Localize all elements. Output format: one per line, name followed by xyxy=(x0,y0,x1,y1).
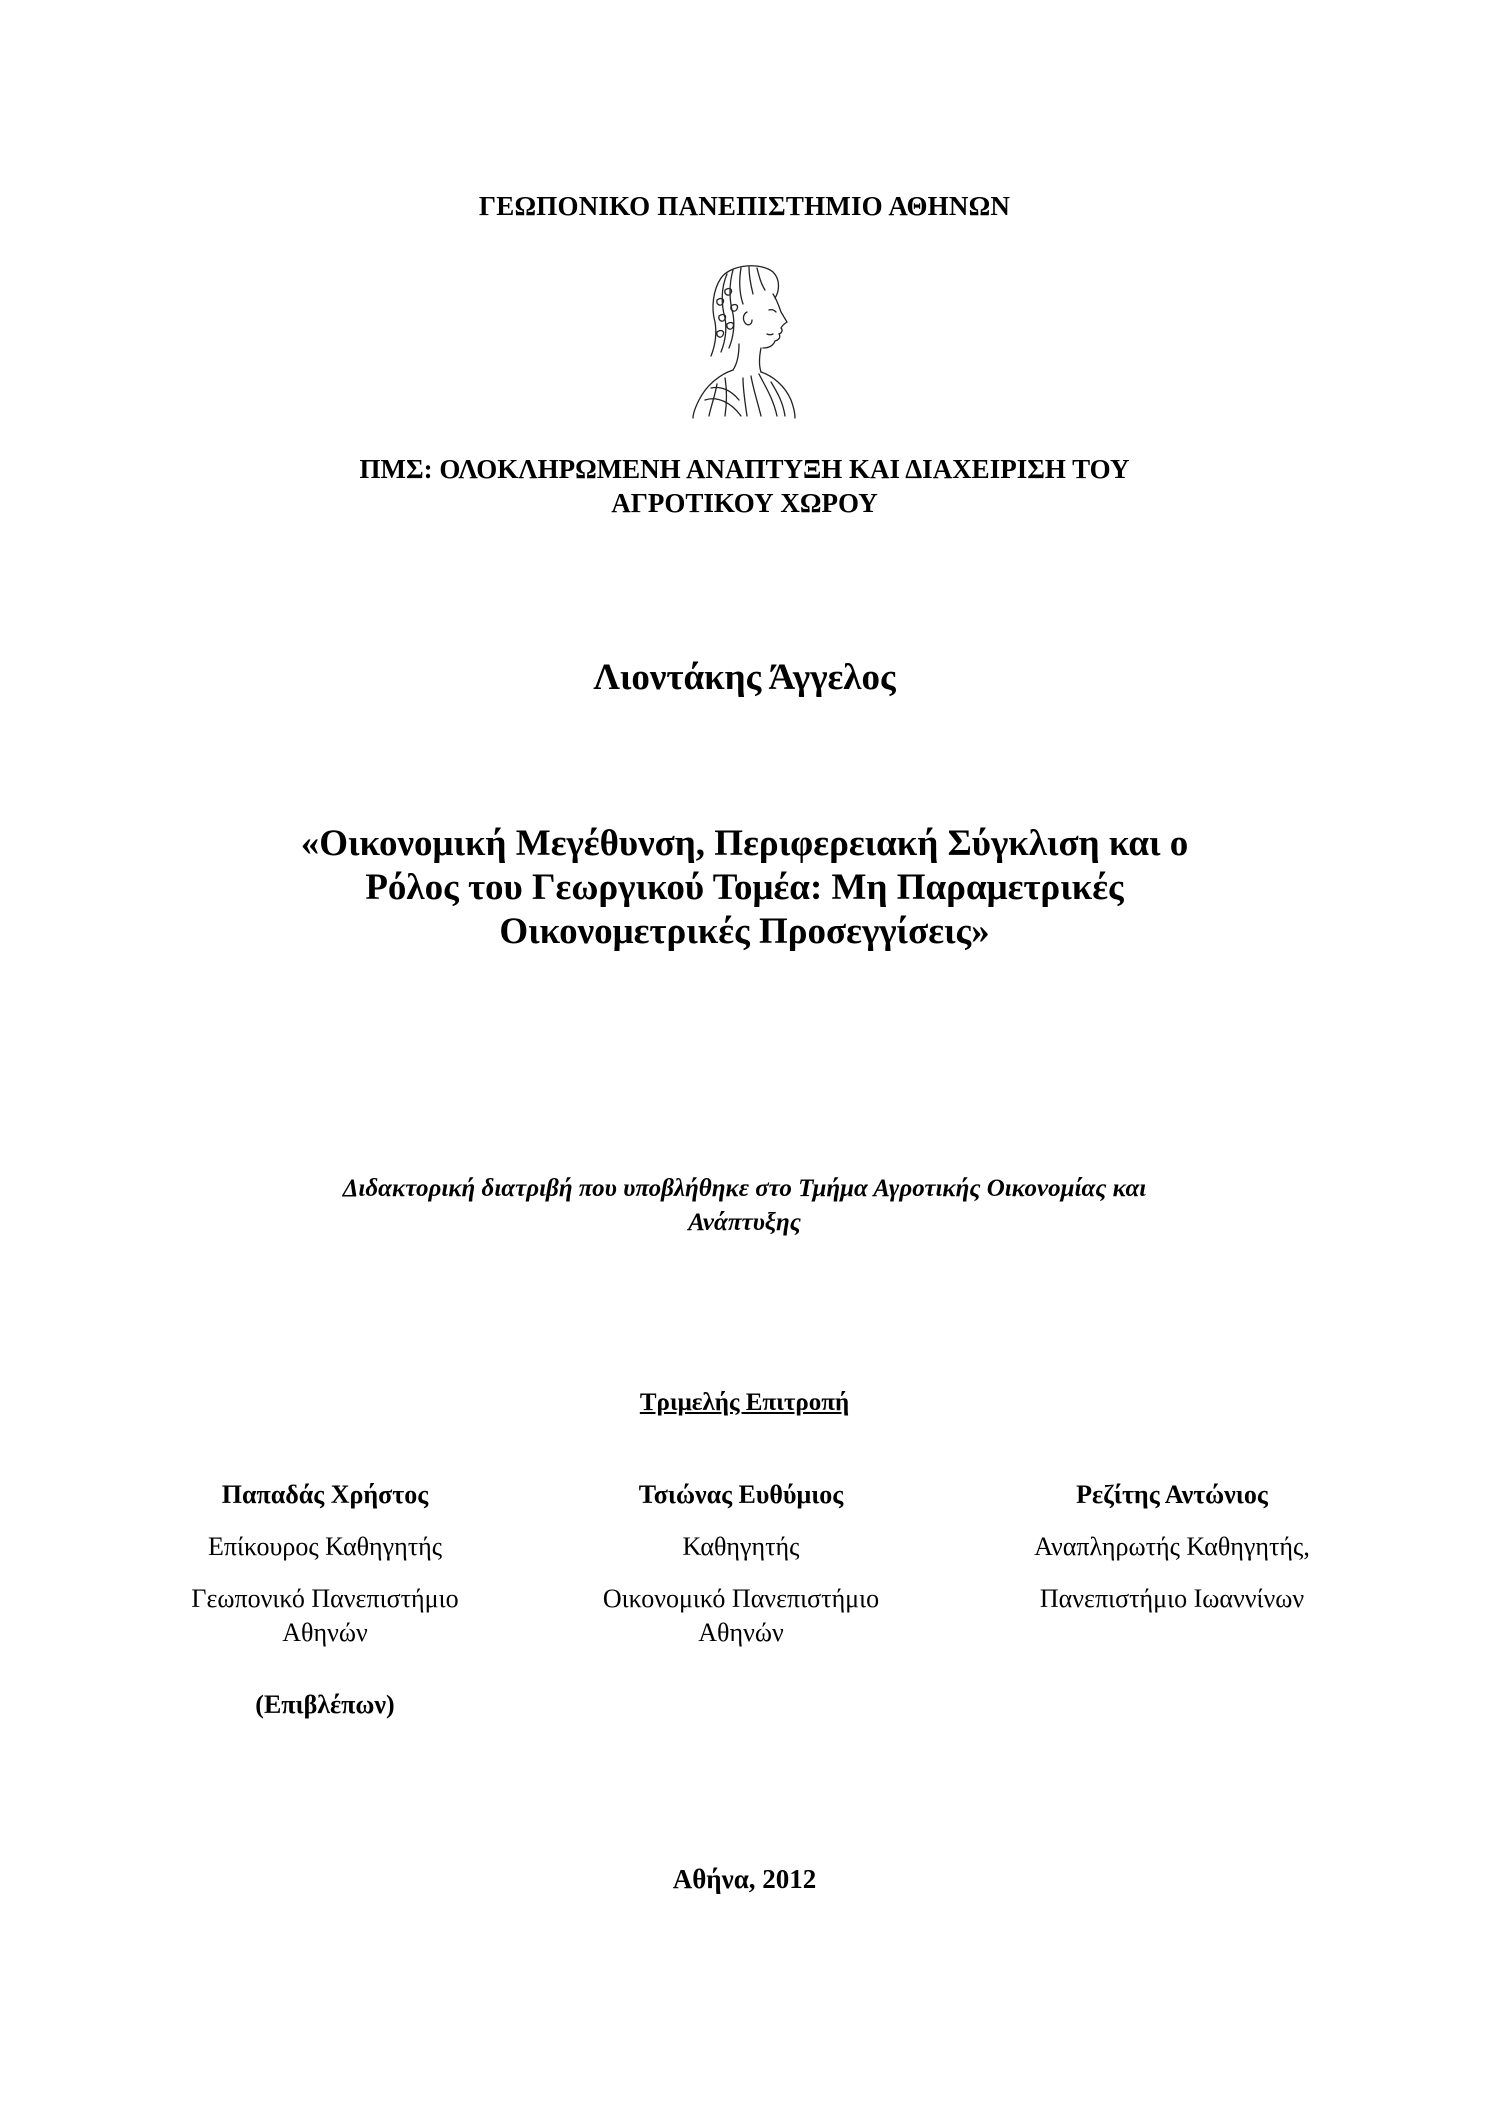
member-rank: Αναπληρωτής Καθηγητής, xyxy=(1034,1532,1310,1561)
committee-member xyxy=(551,1480,931,1650)
classical-profile-bust-icon xyxy=(681,260,809,420)
member-affiliation-line-1: Γεωπονικό Πανεπιστήμιο xyxy=(191,1584,459,1613)
committee-member xyxy=(982,1480,1362,1616)
place-and-date: Αθήνα, 2012 xyxy=(672,1864,817,1894)
postgraduate-program xyxy=(0,452,1489,520)
member-affiliation-line-2: Αθηνών xyxy=(698,1618,784,1647)
member-affiliation-line-2: Αθηνών xyxy=(282,1618,368,1647)
member-rank: Επίκουρος Καθηγητής xyxy=(207,1532,443,1561)
submission-note-line-1: Διδακτορική διατριβή που υποβλήθηκε στο Τμήμα Αγροτικής Οικονομίας και xyxy=(342,1175,1147,1202)
member-name: Ρεζίτης Αντώνιος xyxy=(1076,1480,1268,1509)
member-rank: Καθηγητής xyxy=(682,1532,800,1561)
committee-member xyxy=(135,1480,515,1650)
member-affiliation xyxy=(135,1582,515,1650)
thesis-title-line-1: «Οικονομική Μεγέθυνση, Περιφερειακή Σύγκλιση και ο xyxy=(300,823,1189,864)
member-affiliation xyxy=(551,1582,931,1650)
author-name: Λιοντάκης Άγγελος xyxy=(593,657,896,698)
committee-heading: Τριμελής Επιτροπή xyxy=(639,1389,850,1416)
submission-note-line-2: Ανάπτυξης xyxy=(688,1209,801,1236)
thesis-title-line-2: Ρόλος του Γεωργικού Τομέα: Μη Παραμετρικές xyxy=(365,867,1124,908)
thesis-title xyxy=(0,822,1489,954)
supervisor-label: (Επιβλέπων) xyxy=(255,1690,395,1719)
member-affiliation-line-1: Πανεπιστήμιο Ιωαννίνων xyxy=(1039,1584,1305,1613)
member-name: Παπαδάς Χρήστος xyxy=(221,1480,429,1509)
member-affiliation-line-1: Οικονομικό Πανεπιστήμιο xyxy=(602,1584,880,1613)
member-name: Τσιώνας Ευθύμιος xyxy=(638,1480,844,1509)
program-line-1: ΠΜΣ: ΟΛΟΚΛΗΡΩΜΕΝΗ ΑΝΑΠΤΥΞΗ ΚΑΙ ΔΙΑΧΕΙΡΙΣΗ ΤΟΥ xyxy=(359,454,1130,484)
submission-note xyxy=(0,1172,1489,1240)
thesis-title-line-3: Οικονομετρικές Προσεγγίσεις» xyxy=(499,911,990,952)
member-affiliation xyxy=(982,1582,1362,1616)
university-name: ΓΕΩΠΟΝΙΚΟ ΠΑΝΕΠΙΣΤΗΜΙΟ ΑΘΗΝΩΝ xyxy=(478,191,1011,221)
program-line-2: ΑΓΡΟΤΙΚΟΥ ΧΩΡΟΥ xyxy=(611,488,878,518)
